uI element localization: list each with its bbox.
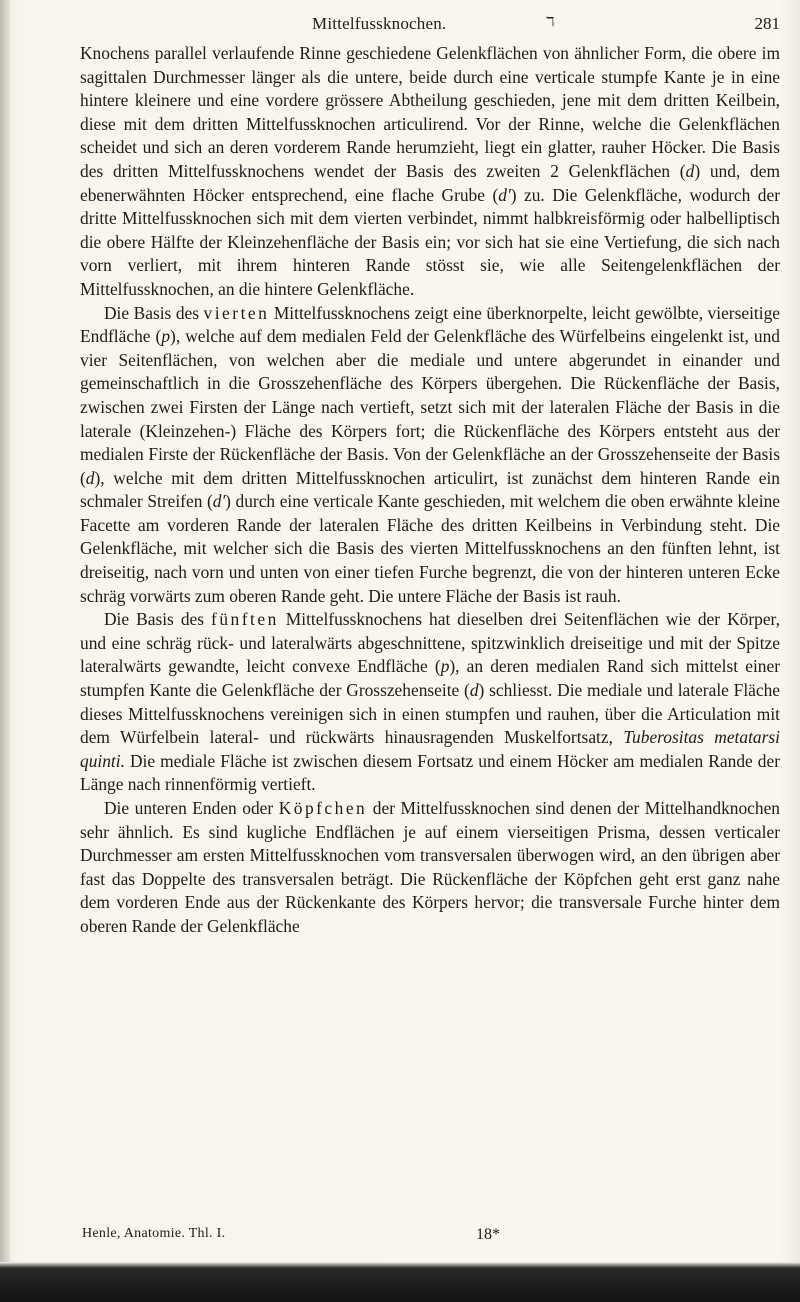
spaced-emphasis-run: Köpfchen bbox=[278, 798, 368, 818]
page-number: 281 bbox=[754, 14, 780, 33]
text-run: ), an deren medialen Rand sich mittelst einer stumpfen Kante die Gelenkfläche der Grosszehenseite ( bbox=[80, 656, 780, 701]
text-run: ) und, dem ebenerwähnten Höcker entsprechend, eine flache Grube ( bbox=[80, 160, 780, 205]
text-run: ), welche mit dem dritten Mittelfussknochen articulirt, ist zunächst dem hinteren Rande ein schmaler Streifen ( bbox=[80, 467, 780, 512]
text-run: Mittelfussknochens zeigt eine überknorpelte, leicht gewölbte, vierseitige Endfläche ( bbox=[80, 302, 780, 347]
text-run: Die mediale Fläche ist zwischen diesem Fortsatz und einem Höcker am medialen Rande der Länge nach rinnenförmig vertieft. bbox=[80, 750, 780, 795]
text-run: ) schliesst. Die mediale und laterale Fläche dieses Mittelfussknochens vereinigen sich in einen stumpfen und rauhen, über die Articulation mit dem Würfelbein lateral- und rückwärts hinausragenden Muskelfortsatz, bbox=[80, 680, 780, 748]
text-run: ), welche auf dem medialen Feld der Gelenkfläche des Würfelbeins eingelenkt ist, und vier Seitenflächen, von welchen aber die mediale und untere abgerundet in einander und gemeinschaftlich in die Grosszehenfläche des Körpers übergehen. Die Rückenfläche der Basis, zwischen zwei Firsten der Länge nach vertieft, setzt sich mit der lateralen Fläche der Basis in die laterale (Kleinzehen-) Fläche des Körpers fort; die Rückenfläche des Körpers entsteht aus der medialen Firste der Rückenfläche der Basis. Von der Gelenkfläche an der Grosszehenseite der Basis ( bbox=[80, 326, 780, 488]
text-run: Knochens parallel verlaufende Rinne geschiedene Gelenkflächen von ähnlicher Form, die obere im sagittalen Durchmesser länger als die untere, beide durch eine verticale stumpfe Kante je in eine hintere kleinere und eine vordere grössere Abtheilung geschieden, jene mit dem dritten Keilbein, diese mit dem dritten Mittelfussknochen articulirend. Vor der Rinne, welche die Gelenkflächen scheidet und sich an deren vorderem Rande herumzieht, liegt ein glatter, rauher Höcker. Die Basis des dritten Mittelfussknochens wendet der Basis des zweiten 2 Gelenkflächen ( bbox=[80, 43, 780, 181]
text-run: Die unteren Enden oder bbox=[104, 798, 279, 818]
text-run: der Mittelfussknochen sind denen der Mittelhandknochen sehr ähnlich. Es sind kugliche Endflächen je auf einem vierseitigen Prisma, dessen verticaler Durchmesser am ersten Mittelfussknochen vom transversalen überwogen wird, an den übrigen aber fast das Doppelte des transversalen beträgt. Die Rückenfläche der Köpfchen geht erst ganz nahe dem vorderen Ende aus der Rückenkante des Körpers hervor; die transversale Furche hinter dem oberen Rande der Gelenkfläche bbox=[80, 798, 780, 936]
paragraph bbox=[80, 608, 780, 797]
running-head: Mittelfussknochen. bbox=[312, 14, 447, 33]
spaced-emphasis-run: fünften bbox=[211, 609, 279, 630]
page-header bbox=[80, 14, 780, 38]
header-mark: ℸ bbox=[546, 14, 555, 29]
italic-run: d' bbox=[212, 491, 226, 512]
page-binding-shadow bbox=[0, 0, 10, 1302]
italic-run: p bbox=[440, 656, 450, 677]
italic-run: d bbox=[85, 467, 95, 488]
scan-bottom-edge bbox=[0, 1262, 800, 1302]
italic-run: p bbox=[161, 326, 171, 347]
printer-signature: Henle, Anatomie. Thl. I. bbox=[82, 1226, 226, 1241]
sheet-mark: 18* bbox=[476, 1226, 500, 1243]
spaced-emphasis-run: vierten bbox=[203, 302, 270, 323]
italic-run: d' bbox=[498, 184, 511, 205]
text-run: Die Basis des bbox=[104, 609, 212, 630]
text-run: ) durch eine verticale Kante geschieden, mit welchem die oben erwähnte kleine Facette am vorderen Rande der lateralen Fläche des dritten Keilbeins in Verbindung steht. Die Gelenkfläche, mit welcher sich die Basis des vierten Mittelfussknochens an den fünften lehnt, ist dreiseitig, nach vorn und unten von einer tiefen Furche begrenzt, die von der hinteren unteren Ecke schräg vorwärts zum oberen Rande geht. Die untere Fläche der Basis ist rauh. bbox=[80, 491, 780, 606]
text-run: Die Basis des bbox=[104, 302, 204, 323]
paragraph bbox=[80, 797, 780, 939]
italic-run: d bbox=[469, 680, 479, 701]
text-run: Mittelfussknochens hat dieselben drei Seitenflächen wie der Körper, und eine schräg rück- und lateralwärts abgeschnittene, spitzwinklich dreiseitige und mit der Spitze lateralwärts gewandte, leicht convexe Endfläche ( bbox=[80, 609, 780, 677]
italic-run: Tuberositas metatarsi quinti. bbox=[80, 727, 780, 771]
paragraph bbox=[80, 302, 780, 609]
italic-run: d bbox=[685, 160, 695, 181]
text-run: ) zu. Die Gelenkfläche, wodurch der dritte Mittelfussknochen sich mit dem vierten verbindet, nimmt halbkreisförmig oder halbelliptisch die obere Hälfte der Kleinzehenfläche der Basis ein; vor sich hat sie eine Vertiefung, die sich nach vorn verliert, mit ihrem hinteren Rande stösst sie, wie alle Seitengelenkflächen der Mittelfussknochen, an die hintere Gelenkfläche. bbox=[80, 184, 781, 299]
body-text bbox=[80, 42, 780, 939]
paragraph bbox=[80, 42, 780, 302]
